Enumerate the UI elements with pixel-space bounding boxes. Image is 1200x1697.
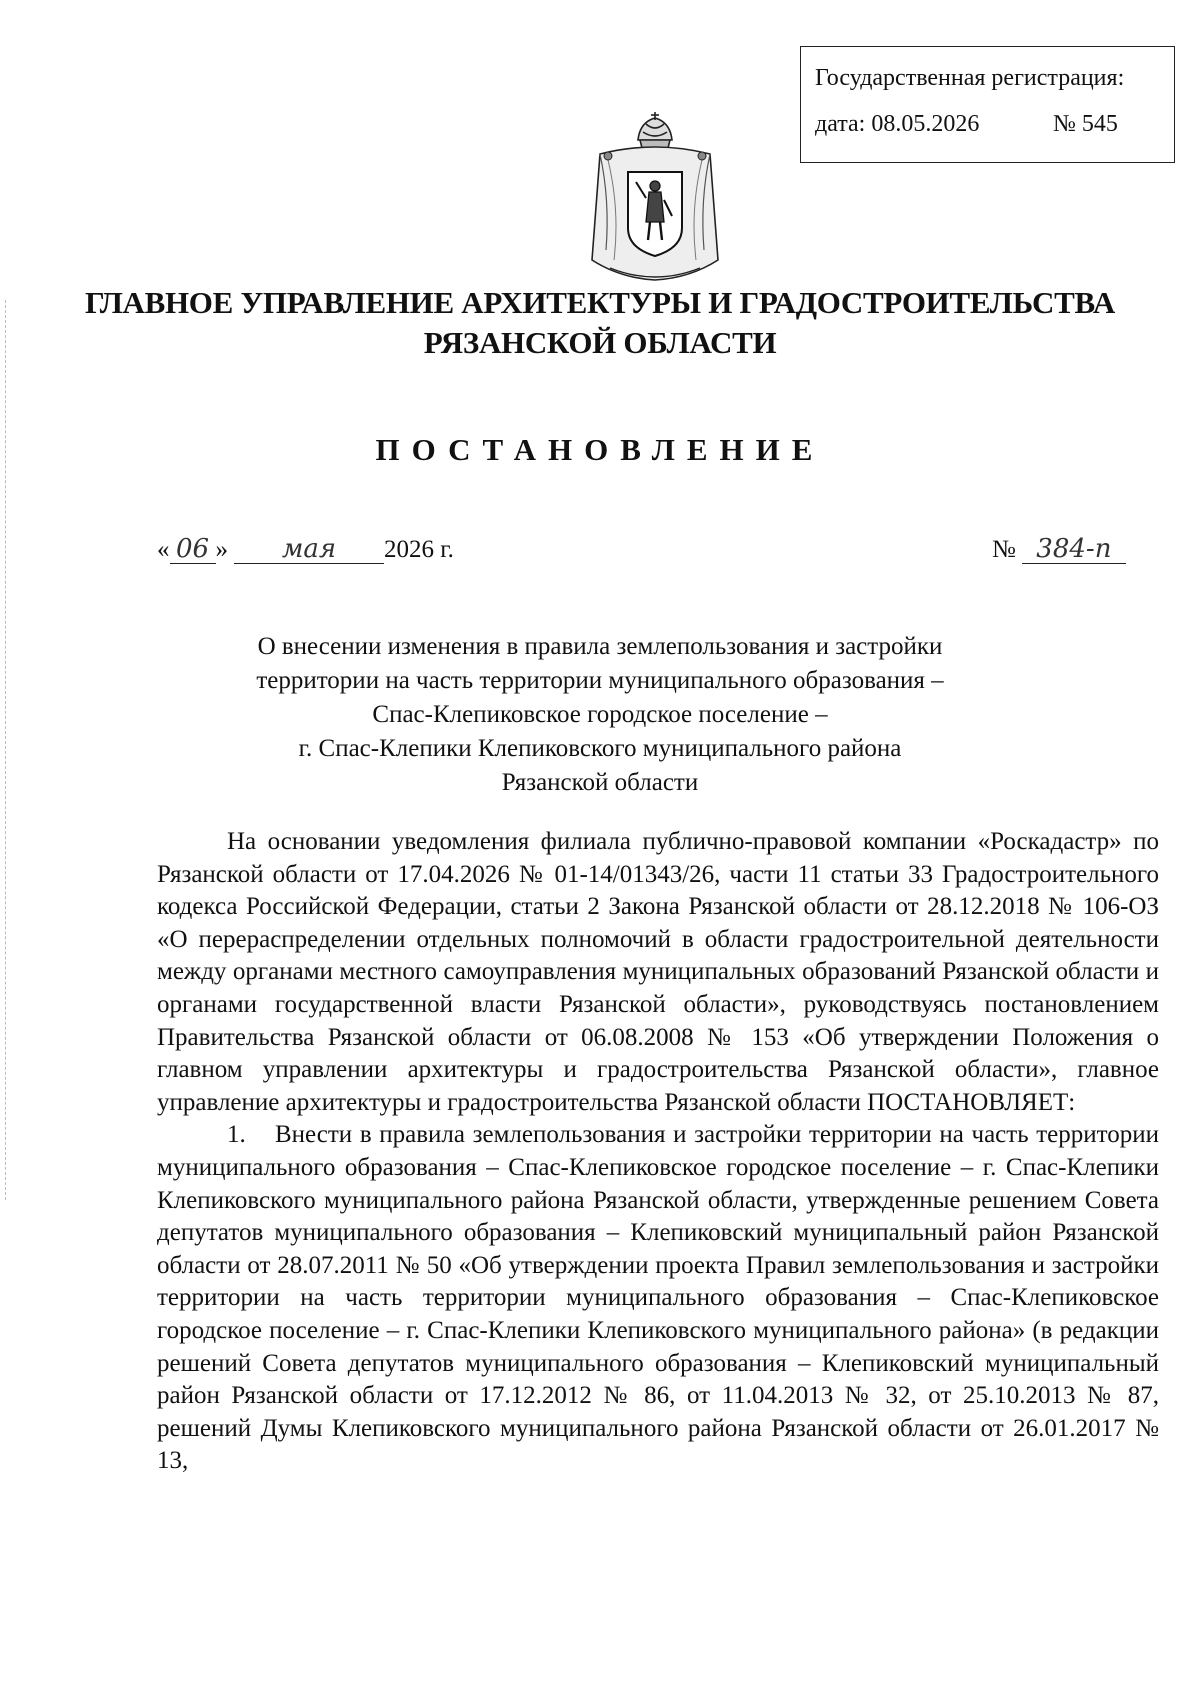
subject-line: Спас-Клепиковское городское поселение – <box>372 701 828 728</box>
item-1-number: 1. <box>227 1121 246 1149</box>
subject-line: Рязанской области <box>501 769 699 796</box>
decree-number <box>992 535 1126 564</box>
date-close-quote: » <box>215 536 228 563</box>
subject-line: территории на часть территории муниципального образования – <box>256 667 944 694</box>
subject-line: О внесении изменения в правила землепользования и застройки <box>257 633 943 660</box>
document-type-title: ПОСТАНОВЛЕНИЕ <box>375 432 825 467</box>
registration-date: дата: 08.05.2026 <box>815 111 980 137</box>
subject-line: г. Спас-Клепики Клепиковского муниципального района <box>298 735 902 762</box>
number-value: 384-п <box>1022 535 1126 564</box>
date-open-quote: « <box>157 536 170 563</box>
item-1-text: Внести в правила землепользования и застройки территории на часть территории муниципального образования – Спас-Клепиковское городское поселение – г. Спас-Клепики Клепиковского муниципального района Рязанской области, утвержденные решением Совета депутатов муниципального образования – Клепиковский муниципальный район Рязанской области от 28.07.2011 № 50 «Об утверждении проекта Правил землепользования и застройки территории на часть территории муниципального образования – Спас-Клепиковское городское поселение – г. Спас-Клепики Клепиковского муниципального района» (в редакции решений Совета депутатов муниципального образования – Клепиковский муниципальный район Рязанской области от 17.12.2012 № 86, от 11.04.2013 № 32, от 25.10.2013 № 87, решений Думы Клепиковского муниципального района Рязанской области от 26.01.2017 № 13, <box>157 1121 1159 1475</box>
decree-date <box>157 535 454 564</box>
registration-number: № 545 <box>1053 111 1118 137</box>
number-prefix: № <box>992 536 1016 563</box>
organization-name-line2: РЯЗАНСКОЙ ОБЛАСТИ <box>423 325 777 360</box>
item-1-paragraph <box>157 1119 1159 1478</box>
registration-title: Государственная регистрация: <box>815 65 1125 91</box>
preamble-paragraph: На основании уведомления филиала публично-правовой компании «Роскадастр» по Рязанской области от 17.04.2026 № 01-14/01343/26, части 11 статьи 33 Градостроительного кодекса Российской Федерации, статьи 2 Закона Рязанской области от 28.12.2018 № 106-ОЗ «О перераспределении отдельных полномочий в области градостроительной деятельности между органами местного самоуправления муниципальных образований Рязанской области и органами государственной власти Рязанской области», руководствуясь постановлением Правительства Рязанской области от 06.08.2008 № 153 «Об утверждении Положения о главном управлении архитектуры и градостроительства Рязанской области», главное управление архитектуры и градостроительства Рязанской области ПОСТАНОВЛЯЕТ: <box>157 828 1159 1116</box>
coat-of-arms-ryazan-icon <box>580 110 730 288</box>
date-month: мая <box>234 535 384 564</box>
date-day: 06 <box>170 535 216 564</box>
registration-stamp-box <box>800 46 1175 163</box>
decree-body <box>157 826 1159 1478</box>
date-year: 2026 г. <box>384 536 454 563</box>
decree-subject <box>0 630 1200 800</box>
organization-name-line1: ГЛАВНОЕ УПРАВЛЕНИЕ АРХИТЕКТУРЫ И ГРАДОСТРОИТЕЛЬСТВА <box>84 285 1115 320</box>
